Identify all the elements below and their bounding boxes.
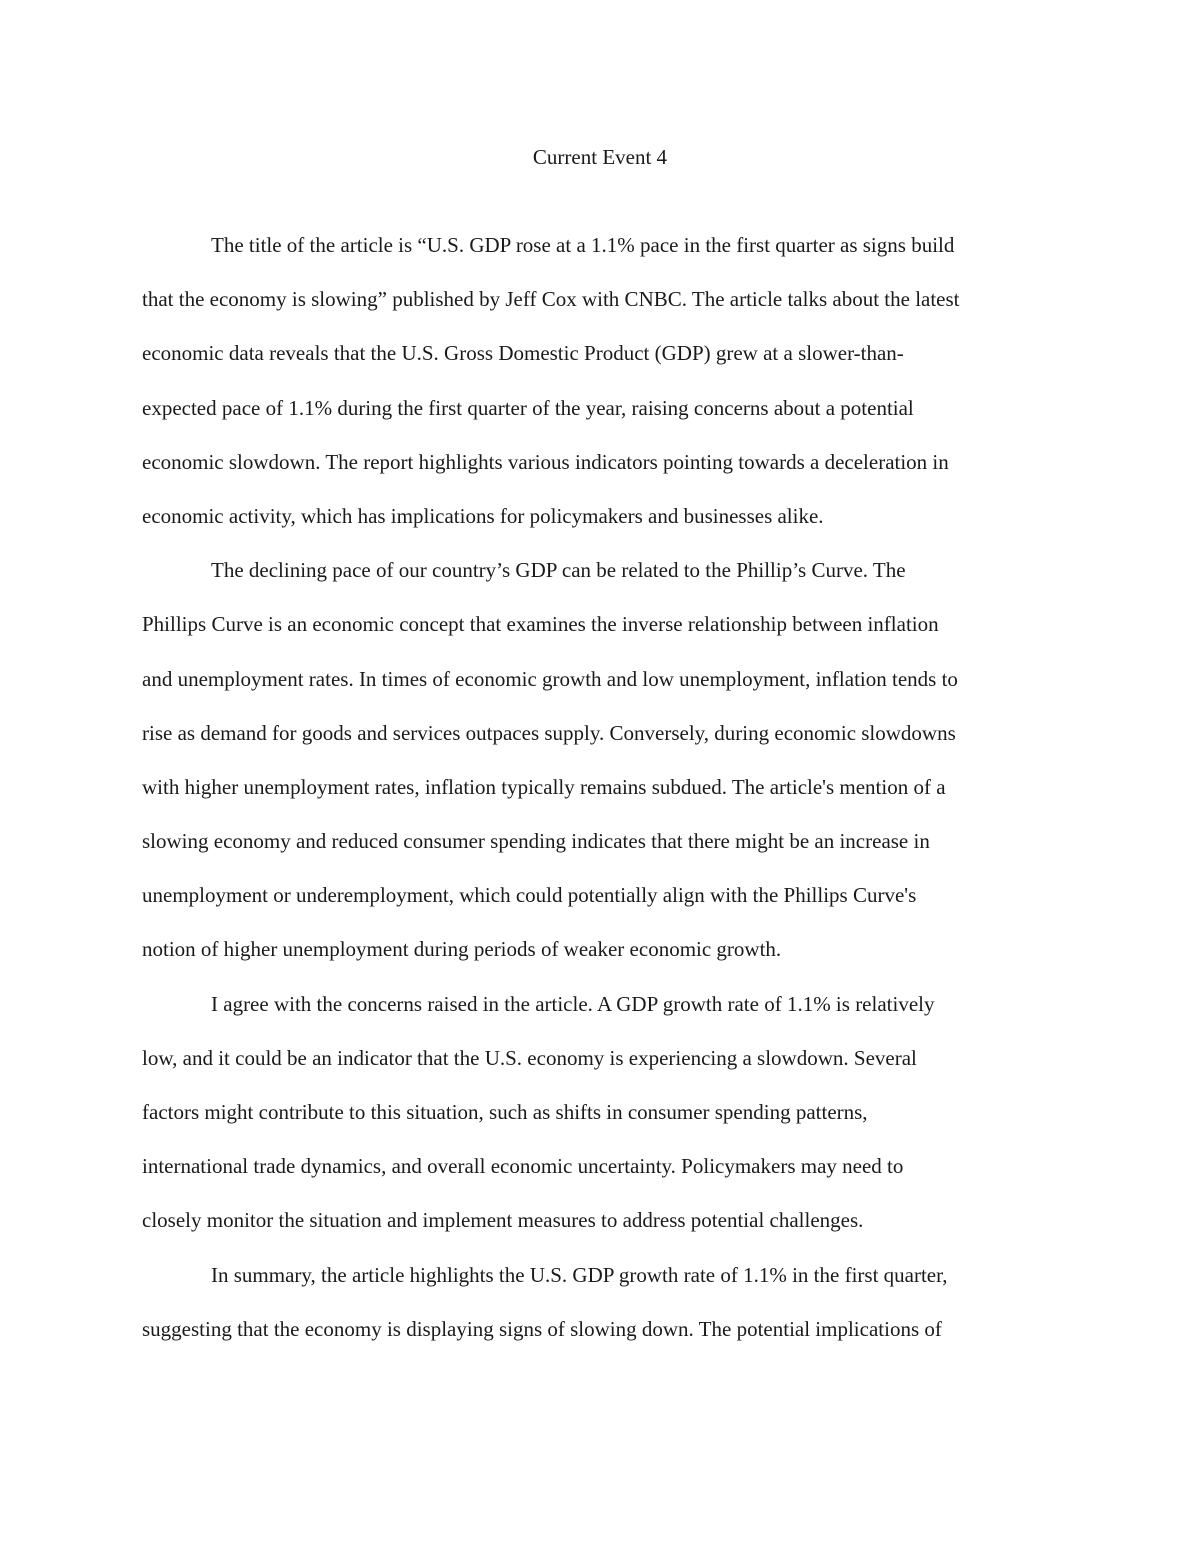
- paragraph-1: [142, 227, 1062, 552]
- paragraph-3: [142, 986, 1062, 1257]
- text-line: factors might contribute to this situation, such as shifts in consumer spending patterns,: [142, 1100, 868, 1124]
- text-line: and unemployment rates. In times of economic growth and low unemployment, inflation tends to: [142, 666, 958, 691]
- text-line: closely monitor the situation and implement measures to address potential challenges.: [142, 1208, 864, 1233]
- text-line: unemployment or underemployment, which could potentially align with the Phillips Curve's: [142, 883, 917, 908]
- text-line: with higher unemployment rates, inflation typically remains subdued. The article's mention of a: [142, 774, 946, 799]
- text-line: The declining pace of our country’s GDP can be related to the Phillip’s Curve. The: [211, 558, 906, 583]
- paragraph-4: [142, 1257, 1062, 1365]
- document-title: Current Event 4: [532, 145, 668, 169]
- text-line: economic data reveals that the U.S. Gross Domestic Product (GDP) grew at a slower-than-: [142, 341, 904, 366]
- text-line: Phillips Curve is an economic concept that examines the inverse relationship between inflation: [142, 612, 939, 637]
- text-line: In summary, the article highlights the U.S. GDP growth rate of 1.1% in the first quarter,: [211, 1262, 948, 1287]
- text-line: economic activity, which has implications for policymakers and businesses alike.: [142, 503, 824, 528]
- text-line: expected pace of 1.1% during the first quarter of the year, raising concerns about a potential: [142, 395, 914, 420]
- text-line: low, and it could be an indicator that the U.S. economy is experiencing a slowdown. Several: [142, 1045, 917, 1070]
- text-line: The title of the article is “U.S. GDP rose at a 1.1% pace in the first quarter as signs build: [211, 233, 955, 257]
- text-line: I agree with the concerns raised in the article. A GDP growth rate of 1.1% is relatively: [211, 991, 935, 1016]
- paragraph-2: [142, 552, 1062, 986]
- text-line: economic slowdown. The report highlights various indicators pointing towards a deceleration in: [142, 449, 949, 474]
- text-line: notion of higher unemployment during periods of weaker economic growth.: [142, 937, 782, 962]
- text-line: rise as demand for goods and services outpaces supply. Conversely, during economic slowdowns: [142, 720, 956, 745]
- text-line: slowing economy and reduced consumer spending indicates that there might be an increase in: [142, 829, 930, 854]
- text-line: international trade dynamics, and overall economic uncertainty. Policymakers may need to: [142, 1154, 904, 1179]
- text-line: suggesting that the economy is displaying signs of slowing down. The potential implications of: [142, 1316, 942, 1341]
- text-line: that the economy is slowing” published by Jeff Cox with CNBC. The article talks about the latest: [142, 287, 960, 312]
- document-body: [142, 227, 1062, 1365]
